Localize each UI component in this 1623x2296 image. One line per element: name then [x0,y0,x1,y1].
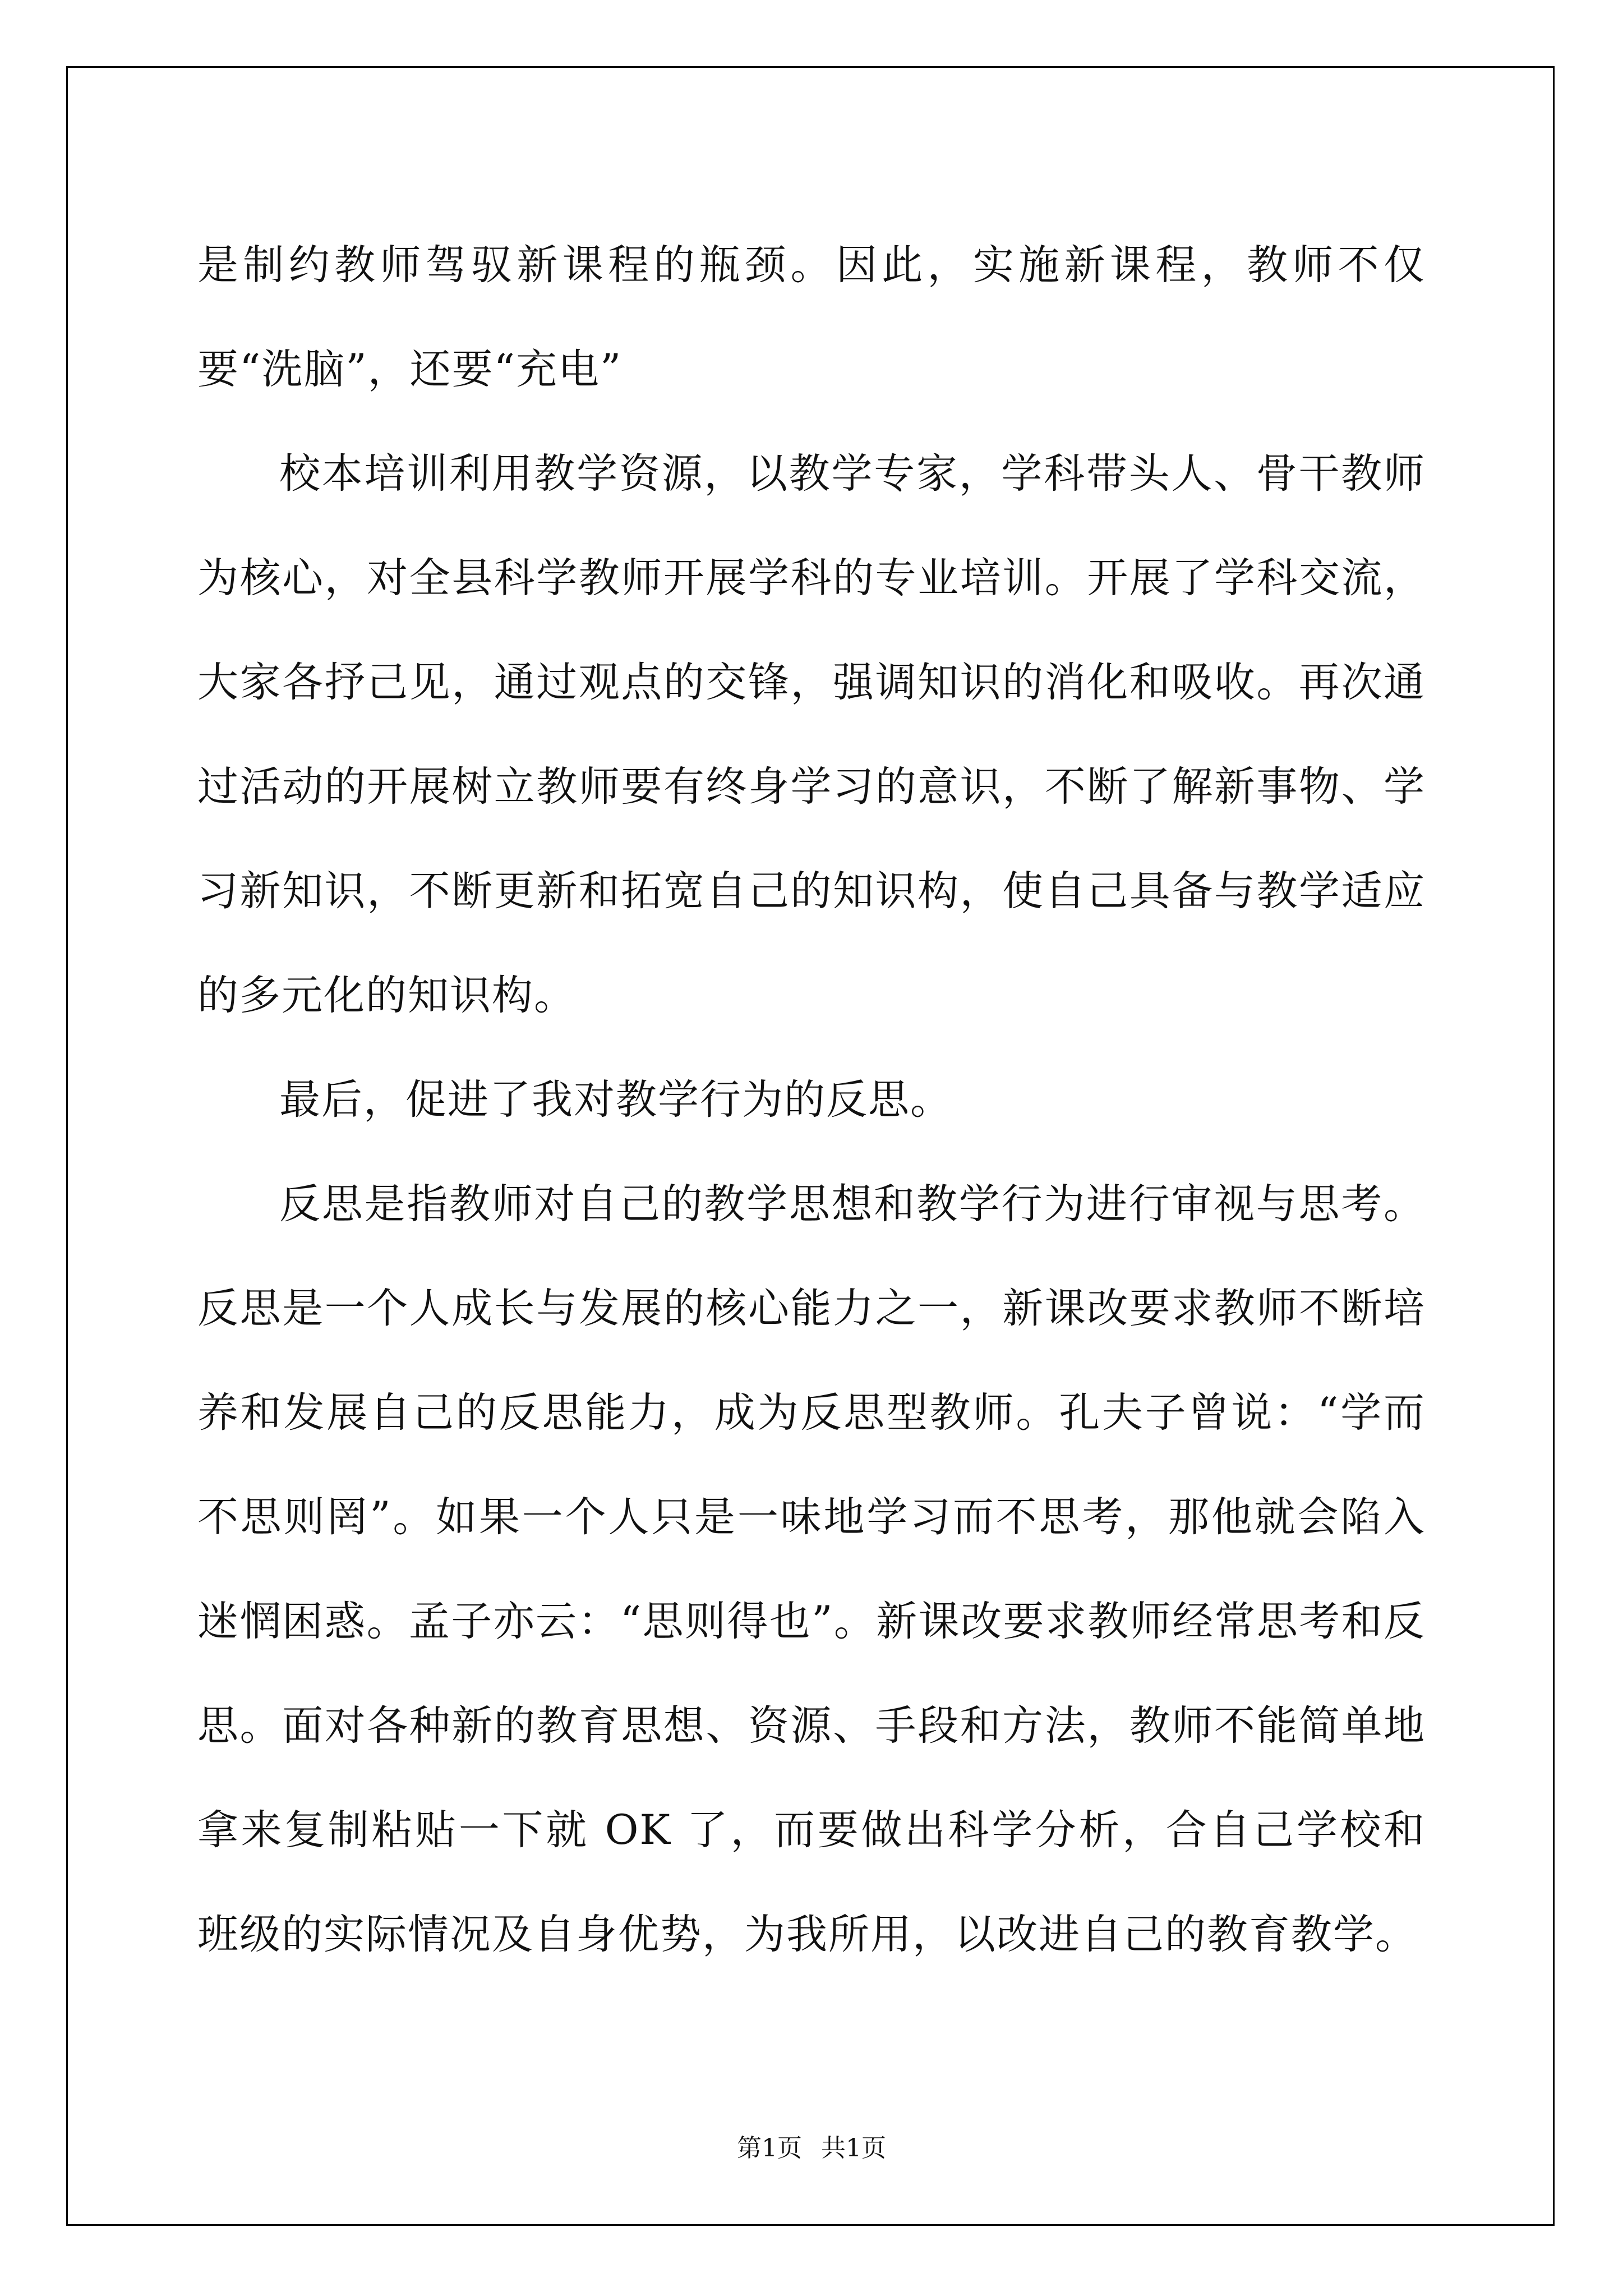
page-footer [0,2132,1623,2165]
paragraph-2: 校本培训利用教学资源，以教学专家，学科带头人、骨干教师为核心，对全县科学教师开展学科的专业培训。开展了学科交流，大家各抒己见，通过观点的交锋，强调知识的消化和吸收。再次通过活动的开展树立教师要有终身学习的意识，不断了解新事物、学习新知识，不断更新和拓宽自己的知识构，使自己具备与教学适应的多元化的知识构。 [197,450,1426,1019]
document-body [197,213,1426,1987]
paragraph-3: 最后，促进了我对教学行为的反思。 [279,1076,952,1124]
paragraph-1: 是制约教师驾驭新课程的瓶颈。因此，实施新课程，教师不仅要“洗脑”，还要“充电” [197,241,1426,393]
page-number-current: 第1页 [737,2134,802,2162]
page-number-total: 共1页 [821,2134,886,2162]
paragraph-4: 反思是指教师对自己的教学思想和教学行为进行审视与思考。反思是一个人成长与发展的核心能力之一，新课改要求教师不断培养和发展自己的反思能力，成为反思型教师。孔夫子曾说：“学而不思则罔”。如果一个人只是一味地学习而不思考，那他就会陷入迷惘困惑。孟子亦云：“思则得也”。新课改要求教师经常思考和反思。面对各种新的教育思想、资源、手段和方法，教师不能简单地拿来复制粘贴一下就 OK 了，而要做出科学分析，合自己学校和班级的实际情况及自身优势，为我所用，以改进自己的教育教学。 [197,1180,1426,1958]
